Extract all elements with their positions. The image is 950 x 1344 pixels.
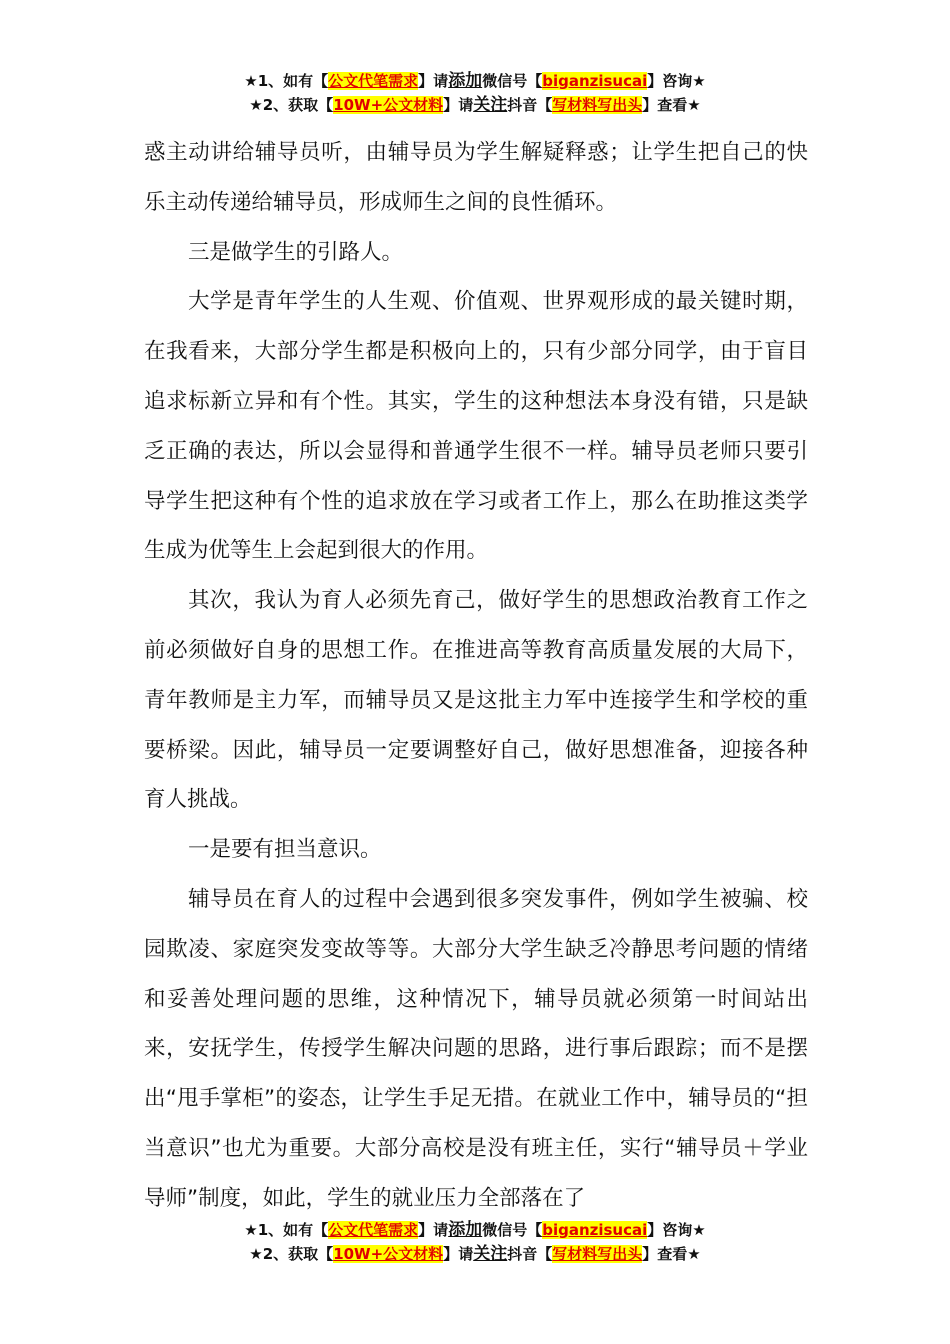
text: ★2、获取【 — [249, 96, 334, 114]
highlight: 10W+公文材料 — [333, 1245, 444, 1263]
paragraph: 惑主动讲给辅导员听，由辅导员为学生解疑释惑；让学生把自己的快乐主动传递给辅导员，形成师生之间的良性循环。 — [144, 140, 808, 215]
paragraph: 辅导员在育人的过程中会遇到很多突发事件，例如学生被骗、校园欺凌、家庭突发变故等等。大部分大学生缺乏冷静思考问题的情绪和妥善处理问题的思维，这种情况下，辅导员就必须第一时间站出来，安抚学生，传授学生解决问题的思路，进行事后跟踪；而不是摆出“甩手掌柜”的姿态，让学生手足无措。在就业工作中，辅导员的“担当意识”也尤为重要。大部分高校是没有班主任，实行“辅导员＋学业导师”制度，如此，学生的就业压力全部落在了 — [144, 886, 808, 1211]
text: 】查看★ — [642, 1245, 701, 1263]
paragraph: 三是做学生的引路人。 — [188, 239, 404, 265]
text: 】请 — [443, 1245, 474, 1263]
highlight: 10W+公文材料 — [333, 96, 444, 114]
text: 微信号【 — [482, 1221, 543, 1239]
text: 】请 — [418, 72, 449, 90]
text: 】咨询★ — [647, 1221, 706, 1239]
text: 关注 — [473, 1244, 508, 1264]
text: ★1、如有【 — [244, 1221, 329, 1239]
promo-line-1 — [0, 69, 950, 93]
promo-line-2 — [0, 1242, 950, 1266]
text: 】请 — [443, 96, 474, 114]
highlight: biganzisucai — [542, 1221, 648, 1239]
text: 】查看★ — [642, 96, 701, 114]
text: ★2、获取【 — [249, 1245, 334, 1263]
paragraph: 其次，我认为育人必须先育己，做好学生的思想政治教育工作之前必须做好自身的思想工作。在推进高等教育高质量发展的大局下，青年教师是主力军，而辅导员又是这批主力军中连接学生和学校的重要桥梁。因此，辅导员一定要调整好自己，做好思想准备，迎接各种育人挑战。 — [144, 588, 808, 813]
paragraph: 大学是青年学生的人生观、价值观、世界观形成的最关键时期，在我看来，大部分学生都是积极向上的，只有少部分同学，由于盲目追求标新立异和有个性。其实，学生的这种想法本身没有错，只是缺乏正确的表达，所以会显得和普通学生很不一样。辅导员老师只要引导学生把这种有个性的追求放在学习或者工作上，那么在助推这类学生成为优等生上会起到很大的作用。 — [144, 289, 808, 564]
text: 】咨询★ — [647, 72, 706, 90]
promo-line-1 — [0, 1218, 950, 1242]
promo-line-2 — [0, 93, 950, 117]
promo-banner-top — [0, 69, 950, 117]
text: 添加 — [448, 71, 483, 91]
highlight: 写材料写出头 — [552, 1245, 643, 1263]
text: ★1、如有【 — [244, 72, 329, 90]
body-text — [144, 128, 808, 1224]
text: 关注 — [473, 95, 508, 115]
text: 添加 — [448, 1220, 483, 1240]
highlight: 写材料写出头 — [552, 96, 643, 114]
highlight: 公文代笔需求 — [328, 72, 419, 90]
text: 微信号【 — [482, 72, 543, 90]
highlight: 公文代笔需求 — [328, 1221, 419, 1239]
text: 抖音【 — [507, 1245, 553, 1263]
paragraph: 一是要有担当意识。 — [188, 837, 382, 863]
text: 抖音【 — [507, 96, 553, 114]
text: 】请 — [418, 1221, 449, 1239]
highlight: biganzisucai — [542, 72, 648, 90]
promo-banner-bottom — [0, 1218, 950, 1266]
